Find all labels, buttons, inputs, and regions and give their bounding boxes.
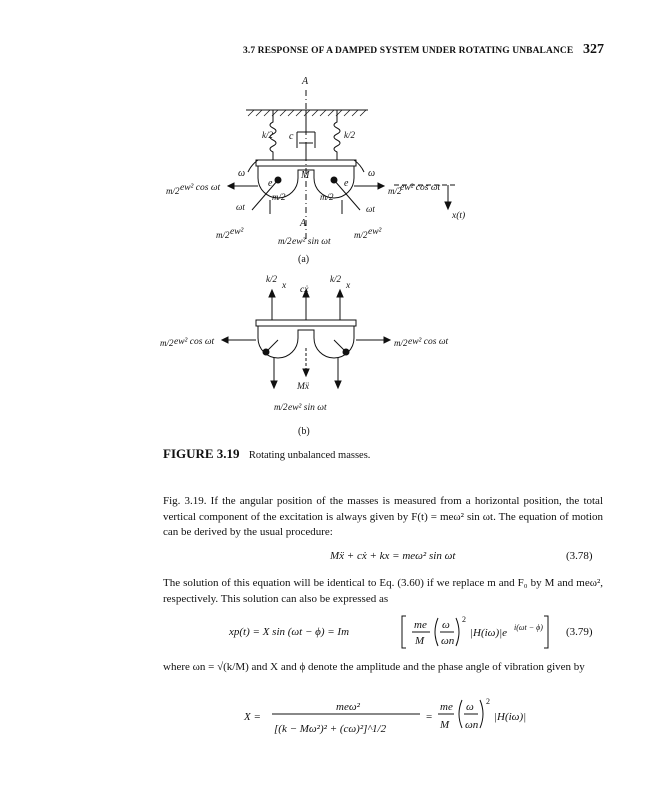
label-k2-left: k/2: [262, 130, 273, 140]
equation-3-79-lhs: xp(t) = X sin (ωt − ϕ) = Im: [229, 626, 350, 638]
svg-text:M: M: [415, 635, 425, 647]
running-header: 3.7 RESPONSE OF A DAMPED SYSTEM UNDER ROTATING UNBALANCE: [243, 46, 574, 56]
label-spring-force-left: x: [282, 281, 287, 291]
label-mass-M: M: [301, 170, 310, 181]
figure-caption: [163, 446, 370, 462]
equation-3-79-number: (3.79): [566, 626, 593, 638]
arrowhead-right-a: [378, 183, 384, 189]
label-m2-vert-b: m/2: [274, 402, 288, 412]
figure-label: FIGURE 3.19: [163, 446, 240, 461]
radial-right-b: [334, 340, 346, 352]
label-damper-force: cẋ: [300, 285, 309, 295]
label-vert-b: ew² sin ωt: [288, 403, 327, 413]
svg-text:ω: ω: [466, 701, 474, 713]
label-omega-left: ω: [238, 168, 246, 179]
label-m2-centri-right: m/2: [354, 230, 368, 240]
svg-text:|H(iω)|e: |H(iω)|e: [470, 627, 508, 639]
label-m2-left: m/2: [272, 192, 286, 202]
label-force-right-a: ew² cos ωt: [400, 183, 441, 193]
svg-text:2: 2: [486, 697, 490, 706]
frame-top-b: [256, 320, 356, 326]
label-k2-right: k/2: [344, 130, 355, 140]
label-a-top: A: [302, 76, 309, 87]
svg-text:2: 2: [462, 615, 466, 624]
label-k2-left-b: k/2: [266, 274, 277, 284]
equation-3-79-rhs: [400, 612, 550, 652]
label-force-left-a: ew² cos ωt: [180, 183, 221, 193]
label-force-right-b: ew² cos ωt: [408, 337, 449, 347]
ceiling-hatch: [248, 110, 366, 116]
svg-text:M: M: [440, 719, 450, 731]
label-spring-force-right: x: [346, 281, 351, 291]
label-m2-centri-left: m/2: [216, 230, 230, 240]
label-inertia: Mẍ: [297, 382, 310, 392]
figure-3-19: [150, 72, 480, 444]
label-m2-right: m/2: [320, 192, 334, 202]
label-xt: x(t): [452, 211, 466, 221]
paragraph-2: The solution of this equation will be identical to Eq. (3.60) if we replace m and F₀ by M and meω², respectively. This solution can also be expressed as: [163, 577, 603, 605]
label-m2-vert-a: m/2: [278, 236, 292, 246]
label-centri-right: ew²: [368, 227, 382, 237]
label-damper-c: c: [289, 131, 294, 142]
label-wt-left: ωt: [236, 202, 245, 212]
label-m2-far-right: m/2: [388, 186, 402, 196]
label-wt-right: ωt: [366, 204, 375, 214]
svg-text:X =: X =: [244, 711, 261, 723]
label-m2-left-b: m/2: [160, 338, 174, 348]
paragraph-3: where ωn = √(k/M) and X and ϕ denote the amplitude and the phase angle of vibration given by: [163, 661, 585, 673]
svg-text:me: me: [414, 619, 427, 631]
label-sub-a: (a): [298, 254, 310, 265]
svg-text:[(k − Mω²)² + (cω)²]^1/2: [(k − Mω²)² + (cω)²]^1/2: [274, 723, 387, 735]
equation-amplitude: [240, 694, 540, 740]
label-a-mid: A: [300, 218, 307, 229]
label-e-right: e: [344, 178, 349, 189]
spring-right: [334, 110, 340, 160]
label-force-left-b: ew² cos ωt: [174, 337, 215, 347]
svg-text:ωn: ωn: [465, 719, 479, 731]
svg-text:i(ωt − ϕ): i(ωt − ϕ): [514, 623, 543, 632]
label-omega-right: ω: [368, 168, 376, 179]
page-number: 327: [583, 42, 604, 57]
label-k2-right-b: k/2: [330, 274, 341, 284]
equation-3-78-number: (3.78): [566, 550, 593, 562]
svg-text:meω²: meω²: [336, 701, 360, 713]
svg-text:me: me: [440, 701, 453, 713]
figure-title: Rotating unbalanced masses.: [248, 450, 371, 461]
paragraph-1: Fig. 3.19. If the angular position of the masses is measured from a horizontal position, the total vertical component of the excitation is always given by F(t) = meω² sin ωt. The equation of motion can be derived by the usual procedure:: [163, 495, 603, 538]
svg-text:=: =: [426, 711, 433, 723]
arrowhead-left-a: [228, 183, 234, 189]
xt-arrowhead: [445, 202, 451, 209]
label-m2-right-b: m/2: [394, 338, 408, 348]
label-sub-b: (b): [298, 426, 310, 437]
label-vert-a: ew² sin ωt: [292, 237, 331, 247]
radial-left-b: [266, 340, 278, 352]
label-m2-far-left: m/2: [166, 186, 180, 196]
svg-text:|H(iω)|: |H(iω)|: [494, 711, 527, 723]
label-centri-left: ew²: [230, 227, 244, 237]
svg-text:ωn: ωn: [441, 635, 455, 647]
equation-3-78: Mẍ + cẋ + kx = meω² sin ωt: [330, 550, 456, 562]
svg-text:ω: ω: [442, 619, 450, 631]
label-e-left: e: [268, 178, 273, 189]
